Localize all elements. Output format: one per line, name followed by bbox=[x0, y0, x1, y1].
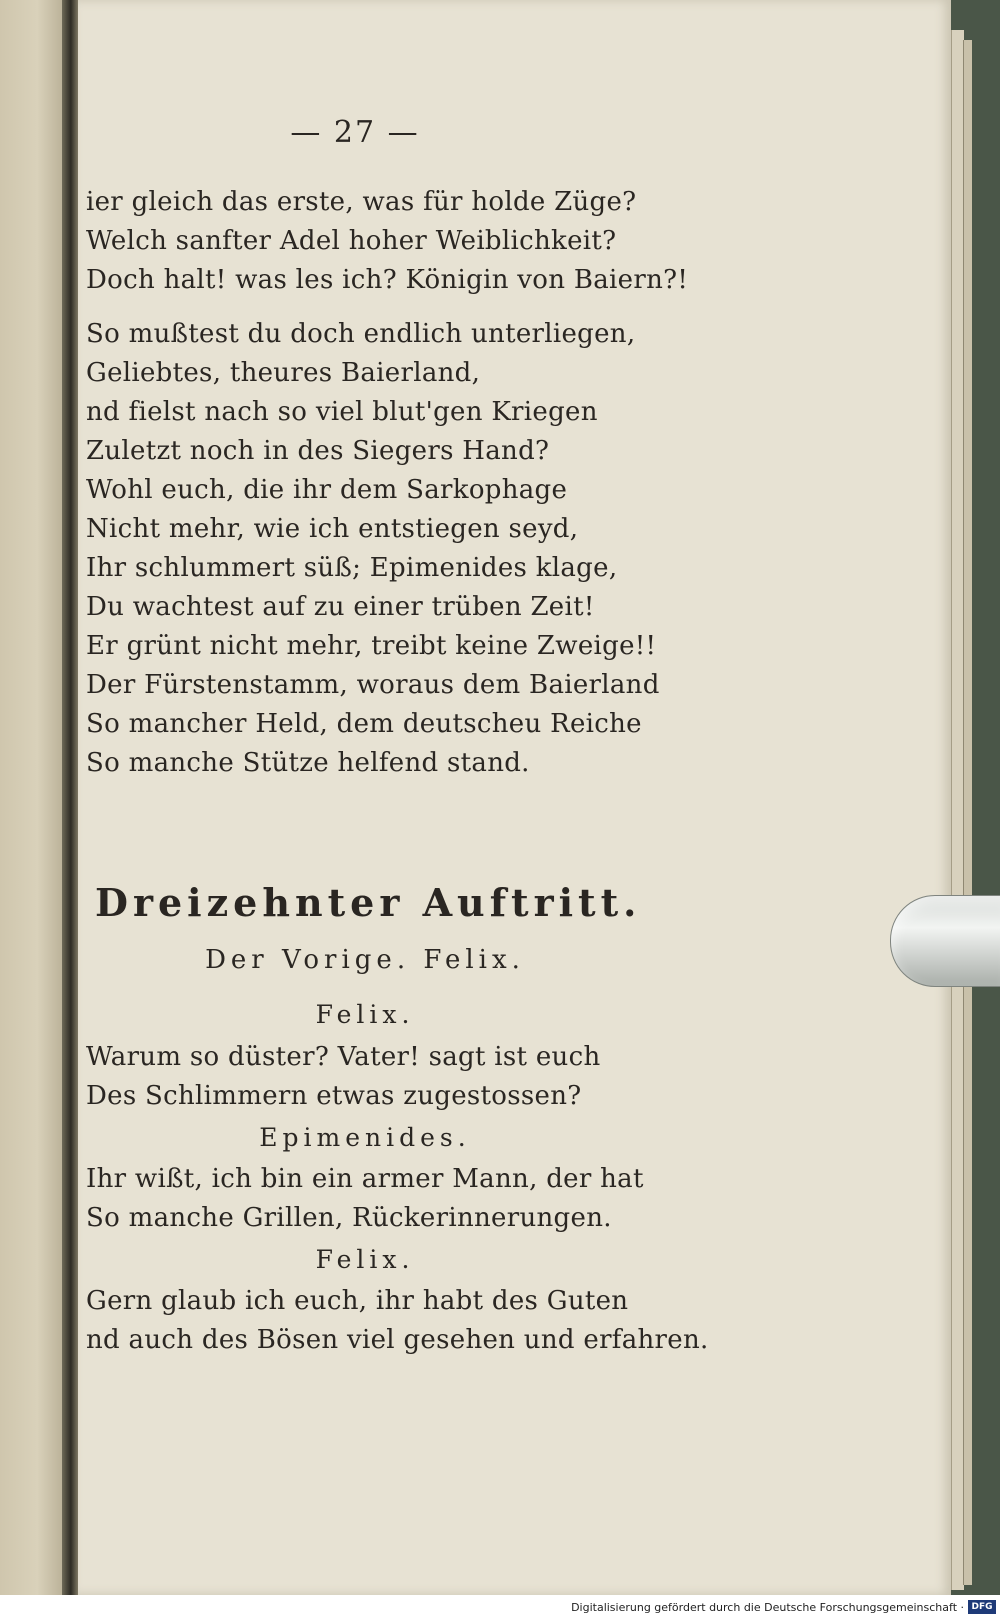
verse-line: Ihr schlummert süß; Epimenides klage, bbox=[86, 553, 618, 583]
dialogue-line: Gern glaub ich euch, ihr habt des Guten bbox=[86, 1286, 629, 1316]
verse-line: Nicht mehr, wie ich entstiegen seyd, bbox=[86, 514, 579, 544]
verse-line: Wohl euch, die ihr dem Sarkophage bbox=[86, 475, 568, 505]
verse-line: Geliebtes, theures Baierland, bbox=[86, 358, 481, 388]
verse-line: Doch halt! was les ich? Königin von Baiern?! bbox=[86, 265, 689, 295]
verse-line: So mancher Held, dem deutscheu Reiche bbox=[86, 709, 642, 739]
footer-credit: Digitalisierung gefördert durch die Deutsche Forschungsgemeinschaft · bbox=[571, 1601, 964, 1614]
dialogue-line: Ihr wißt, ich bin ein armer Mann, der hat bbox=[86, 1164, 644, 1194]
speaker-name: Felix. bbox=[315, 1000, 415, 1029]
speaker-name: Felix. bbox=[315, 1245, 415, 1274]
page-clip bbox=[890, 895, 1000, 987]
page-edge bbox=[963, 40, 972, 1585]
dialogue-line: Warum so düster? Vater! sagt ist euch bbox=[86, 1042, 601, 1072]
dialogue-line: Des Schlimmern etwas zugestossen? bbox=[86, 1081, 582, 1111]
page-number: — 27 — bbox=[290, 115, 420, 150]
verse-line: Zuletzt noch in des Siegers Hand? bbox=[86, 436, 550, 466]
verse-line: Der Fürstenstamm, woraus dem Baierland bbox=[86, 670, 660, 700]
verse-line: Er grünt nicht mehr, treibt keine Zweige!! bbox=[86, 631, 657, 661]
verse-line: So mußtest du doch endlich unterliegen, bbox=[86, 319, 636, 349]
facing-page bbox=[0, 0, 62, 1595]
verse-line: So manche Stütze helfend stand. bbox=[86, 748, 530, 778]
book-gutter bbox=[62, 0, 78, 1595]
verse-line: nd fielst nach so viel blut'gen Kriegen bbox=[86, 397, 598, 427]
speaker-name: Epimenides. bbox=[259, 1123, 471, 1152]
dialogue-line: nd auch des Bösen viel gesehen und erfahren. bbox=[86, 1325, 709, 1355]
verse-line: Du wachtest auf zu einer trüben Zeit! bbox=[86, 592, 595, 622]
dfg-logo: DFG bbox=[968, 1600, 996, 1614]
verse-line: ier gleich das erste, was für holde Züge? bbox=[86, 187, 637, 217]
verse-line: Welch sanfter Adel hoher Weiblichkeit? bbox=[86, 226, 617, 256]
scene-heading: Dreizehnter Auftritt. bbox=[95, 880, 642, 925]
dialogue-line: So manche Grillen, Rückerinnerungen. bbox=[86, 1203, 612, 1233]
scene-persons: Der Vorige. Felix. bbox=[205, 945, 525, 975]
